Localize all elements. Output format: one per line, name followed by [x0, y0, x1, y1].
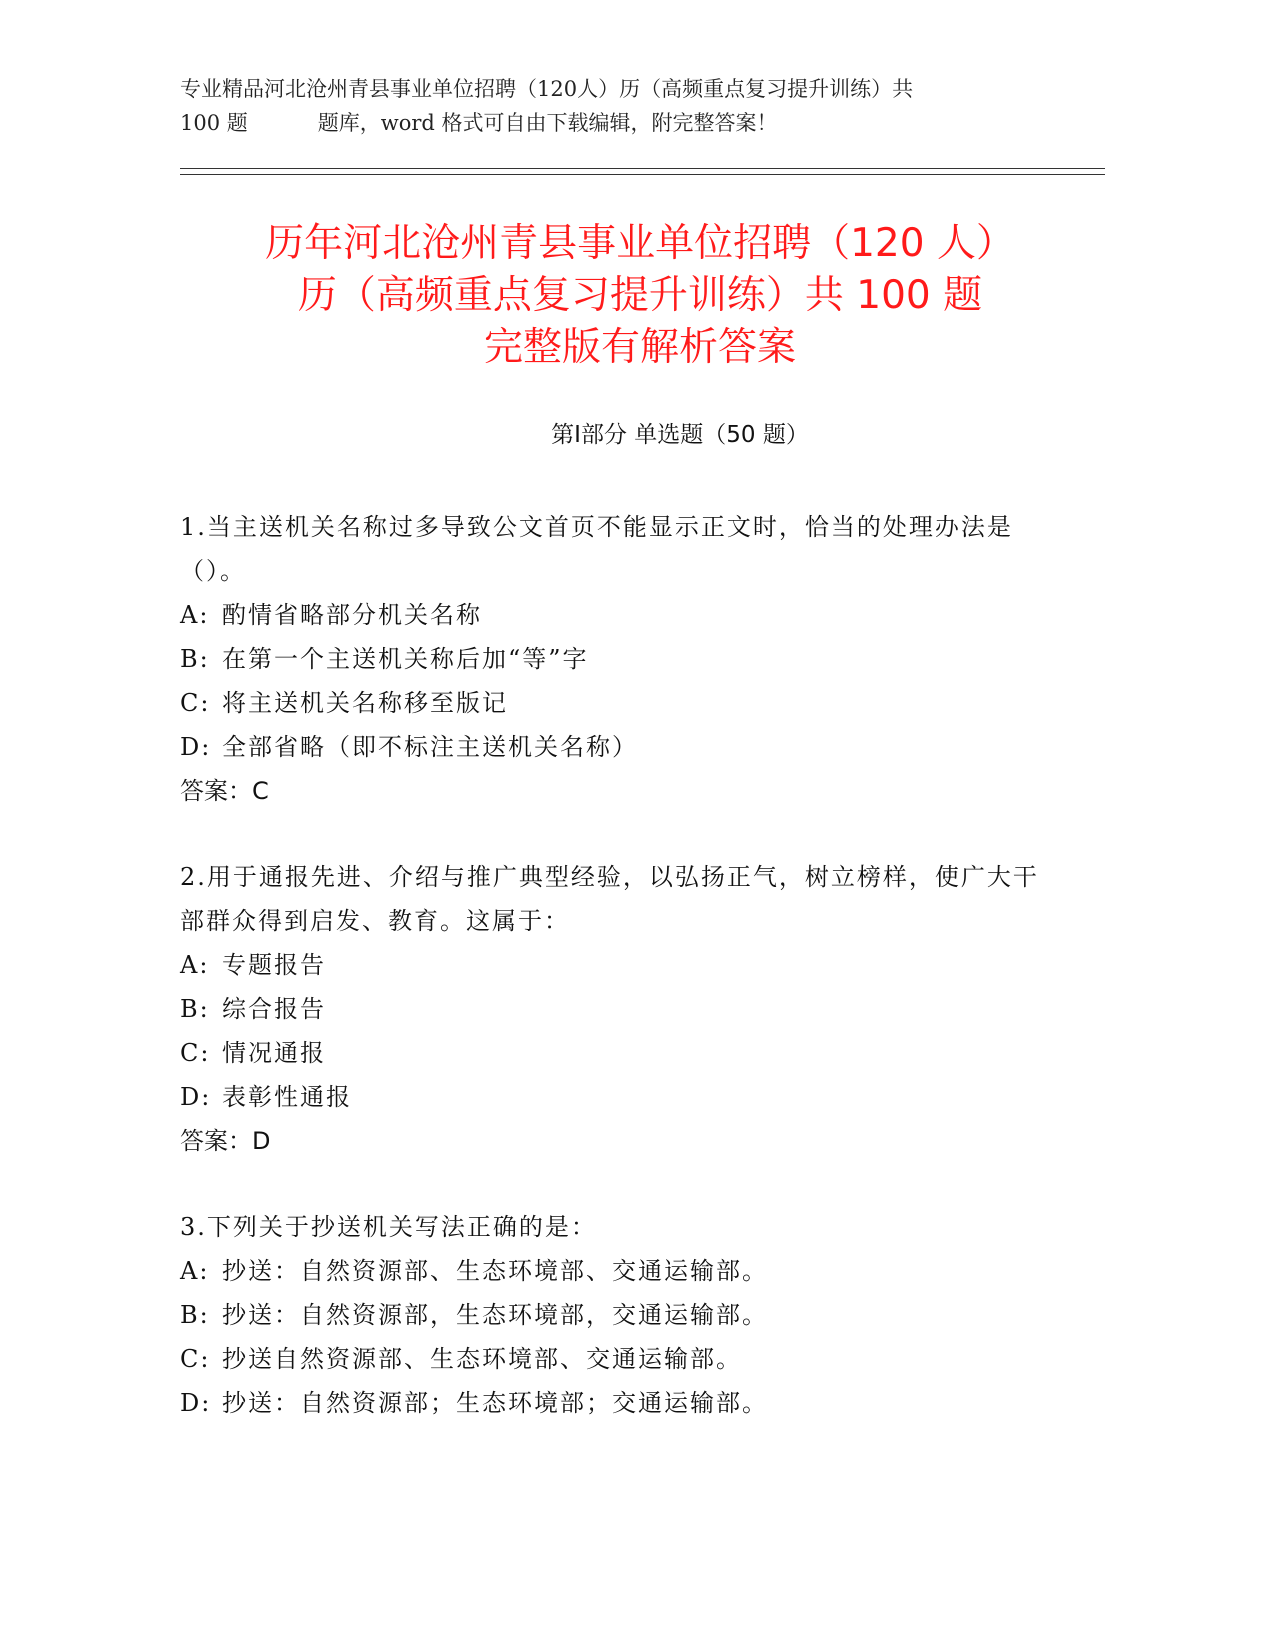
option-b: B: 抄送：自然资源部，生态环境部，交通运输部。 — [180, 1301, 768, 1329]
header-divider-bottom — [180, 174, 1105, 175]
header-divider-top — [180, 168, 1105, 169]
option-c: C: 将主送机关名称移至版记 — [180, 689, 508, 717]
question-3 — [180, 1205, 1120, 1425]
option-d: D: 抄送：自然资源部；生态环境部；交通运输部。 — [180, 1389, 768, 1417]
title-line-1: 历年河北沧州青县事业单位招聘（120 人） — [265, 221, 1015, 266]
document-header — [180, 72, 1120, 140]
question-2 — [180, 855, 1120, 1163]
option-a: A: 专题报告 — [180, 951, 326, 979]
option-c: C: 情况通报 — [180, 1039, 326, 1067]
header-line-1: 专业精品河北沧州青县事业单位招聘（120人）历（高频重点复习提升训练）共 — [180, 77, 914, 101]
title-line-3: 完整版有解析答案 — [483, 325, 796, 370]
question-1 — [180, 505, 1120, 813]
header-line-2 — [180, 106, 1120, 140]
option-a: A: 抄送：自然资源部、生态环境部、交通运输部。 — [180, 1257, 768, 1285]
question-text: 2.用于通报先进、介绍与推广典型经验，以弘扬正气，树立榜样，使广大干部群众得到启发、教育。这属于： — [180, 863, 1039, 935]
option-b: B: 在第一个主送机关称后加“等”字 — [180, 645, 589, 673]
title-line-2: 历（高频重点复习提升训练）共 100 题 — [297, 273, 983, 318]
document-title — [160, 218, 1120, 374]
option-b: B: 综合报告 — [180, 995, 326, 1023]
option-d: D: 表彰性通报 — [180, 1083, 352, 1111]
option-c: C: 抄送自然资源部、生态环境部、交通运输部。 — [180, 1345, 742, 1373]
option-d: D: 全部省略（即不标注主送机关名称） — [180, 733, 638, 761]
question-text: 3.下列关于抄送机关写法正确的是： — [180, 1213, 597, 1241]
option-a: A: 酌情省略部分机关名称 — [180, 601, 482, 629]
question-text: 1.当主送机关名称过多导致公文首页不能显示正文时，恰当的处理办法是（）。 — [180, 513, 1013, 585]
header-line-2-desc: 题库，word 格式可自由下载编辑，附完整答案！ — [317, 111, 778, 135]
question-list — [180, 505, 1120, 1467]
answer-label: 答案：D — [180, 1127, 271, 1155]
header-line-2-count: 100 题 — [180, 111, 248, 135]
section-heading: 第Ⅰ部分 单选题（50 题） — [551, 422, 809, 448]
answer-label: 答案：C — [180, 777, 269, 805]
